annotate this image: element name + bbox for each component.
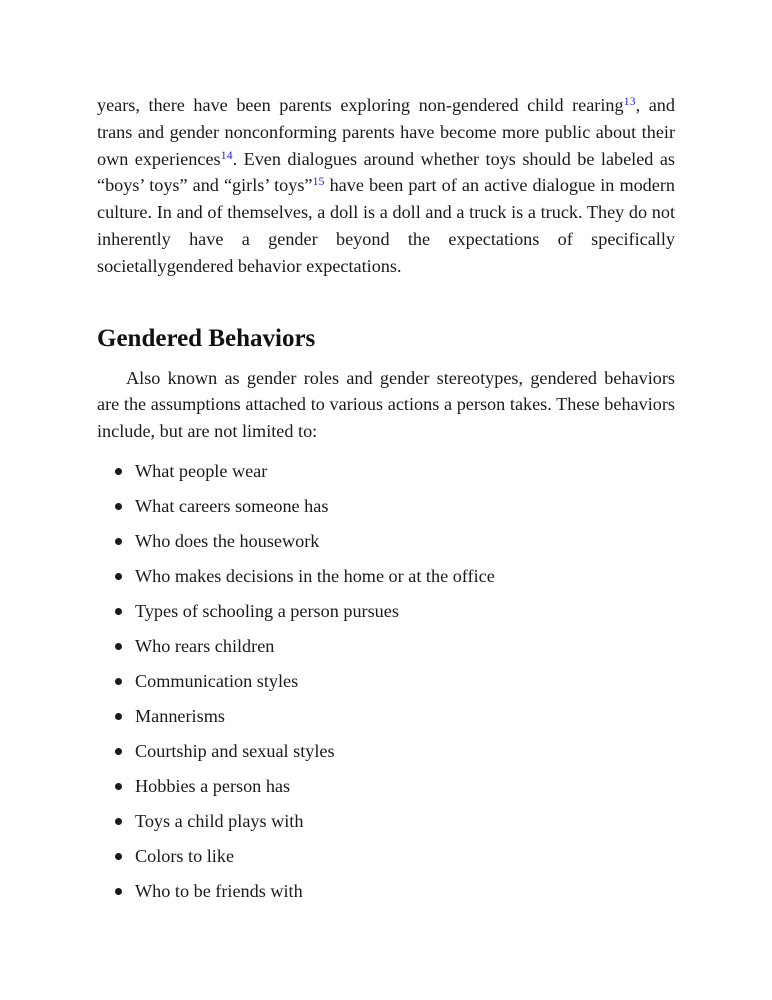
list-item-text: Types of schooling a person pursues (135, 600, 399, 621)
intro-text-1: years, there have been parents exploring non-gendered child rearing (97, 95, 624, 115)
list-item (97, 668, 675, 703)
list-item (97, 703, 675, 738)
bullet-icon (115, 643, 122, 650)
document-page (97, 92, 675, 913)
bullet-icon (115, 783, 122, 790)
list-item-text: What people wear (135, 460, 268, 481)
list-item-text: Who does the housework (135, 530, 320, 551)
bullet-icon (115, 608, 122, 615)
footnote-ref-14[interactable]: 14 (220, 147, 233, 162)
intro-text-2: , and trans and gender nonconforming parents have become more public about their own experiences (97, 95, 675, 169)
section-paragraph: Also known as gender roles and gender stereotypes, gendered behaviors are the assumptions attached to various actions a person takes. These behaviors include, but are not limited to: (97, 367, 675, 442)
footnote-ref-15[interactable]: 15 (312, 174, 325, 189)
list-item (97, 878, 675, 913)
list-item-text: Mannerisms (135, 705, 225, 726)
bullet-icon (115, 503, 122, 510)
list-item (97, 563, 675, 598)
bullet-icon (115, 818, 122, 825)
footnote-ref-13[interactable]: 13 (623, 94, 636, 108)
list-item (97, 493, 675, 528)
list-item-text: Communication styles (135, 670, 299, 691)
bullet-icon (115, 748, 122, 755)
list-item (97, 458, 675, 493)
bullet-icon (115, 538, 122, 545)
bullet-icon (115, 678, 122, 685)
list-item-text: Who makes decisions in the home or at the office (135, 565, 495, 586)
list-item (97, 633, 675, 668)
intro-paragraph (97, 92, 675, 280)
bullet-icon (115, 853, 122, 860)
intro-text-3: . Even dialogues around whether toys should be labeled as “boys’ toys” and “girls’ toys” (97, 148, 675, 196)
bullet-icon (115, 573, 122, 580)
list-item (97, 773, 675, 808)
bullet-icon (115, 713, 122, 720)
list-item (97, 808, 675, 843)
list-item-text: Hobbies a person has (135, 775, 291, 796)
list-item-text: Who rears children (135, 635, 275, 656)
list-item (97, 843, 675, 878)
section-heading: Gendered Behaviors (97, 324, 316, 352)
list-item (97, 528, 675, 563)
list-item-text: What careers someone has (135, 495, 329, 516)
bullet-icon (115, 468, 122, 475)
list-item-text: Who to be friends with (135, 880, 303, 901)
list-item-text: Toys a child plays with (135, 810, 304, 831)
intro-text-4: have been part of an active dialogue in modern culture. In and of themselves, a doll is a doll and a truck is a truck. They do not inherently have a gender beyond the expectations of specifically societallygendered behavior expectations. (97, 175, 675, 276)
list-item-text: Courtship and sexual styles (135, 740, 335, 761)
list-item (97, 738, 675, 773)
list-item-text: Colors to like (135, 845, 235, 866)
bullet-icon (115, 888, 122, 895)
list-item (97, 598, 675, 633)
behaviors-list (97, 458, 675, 913)
